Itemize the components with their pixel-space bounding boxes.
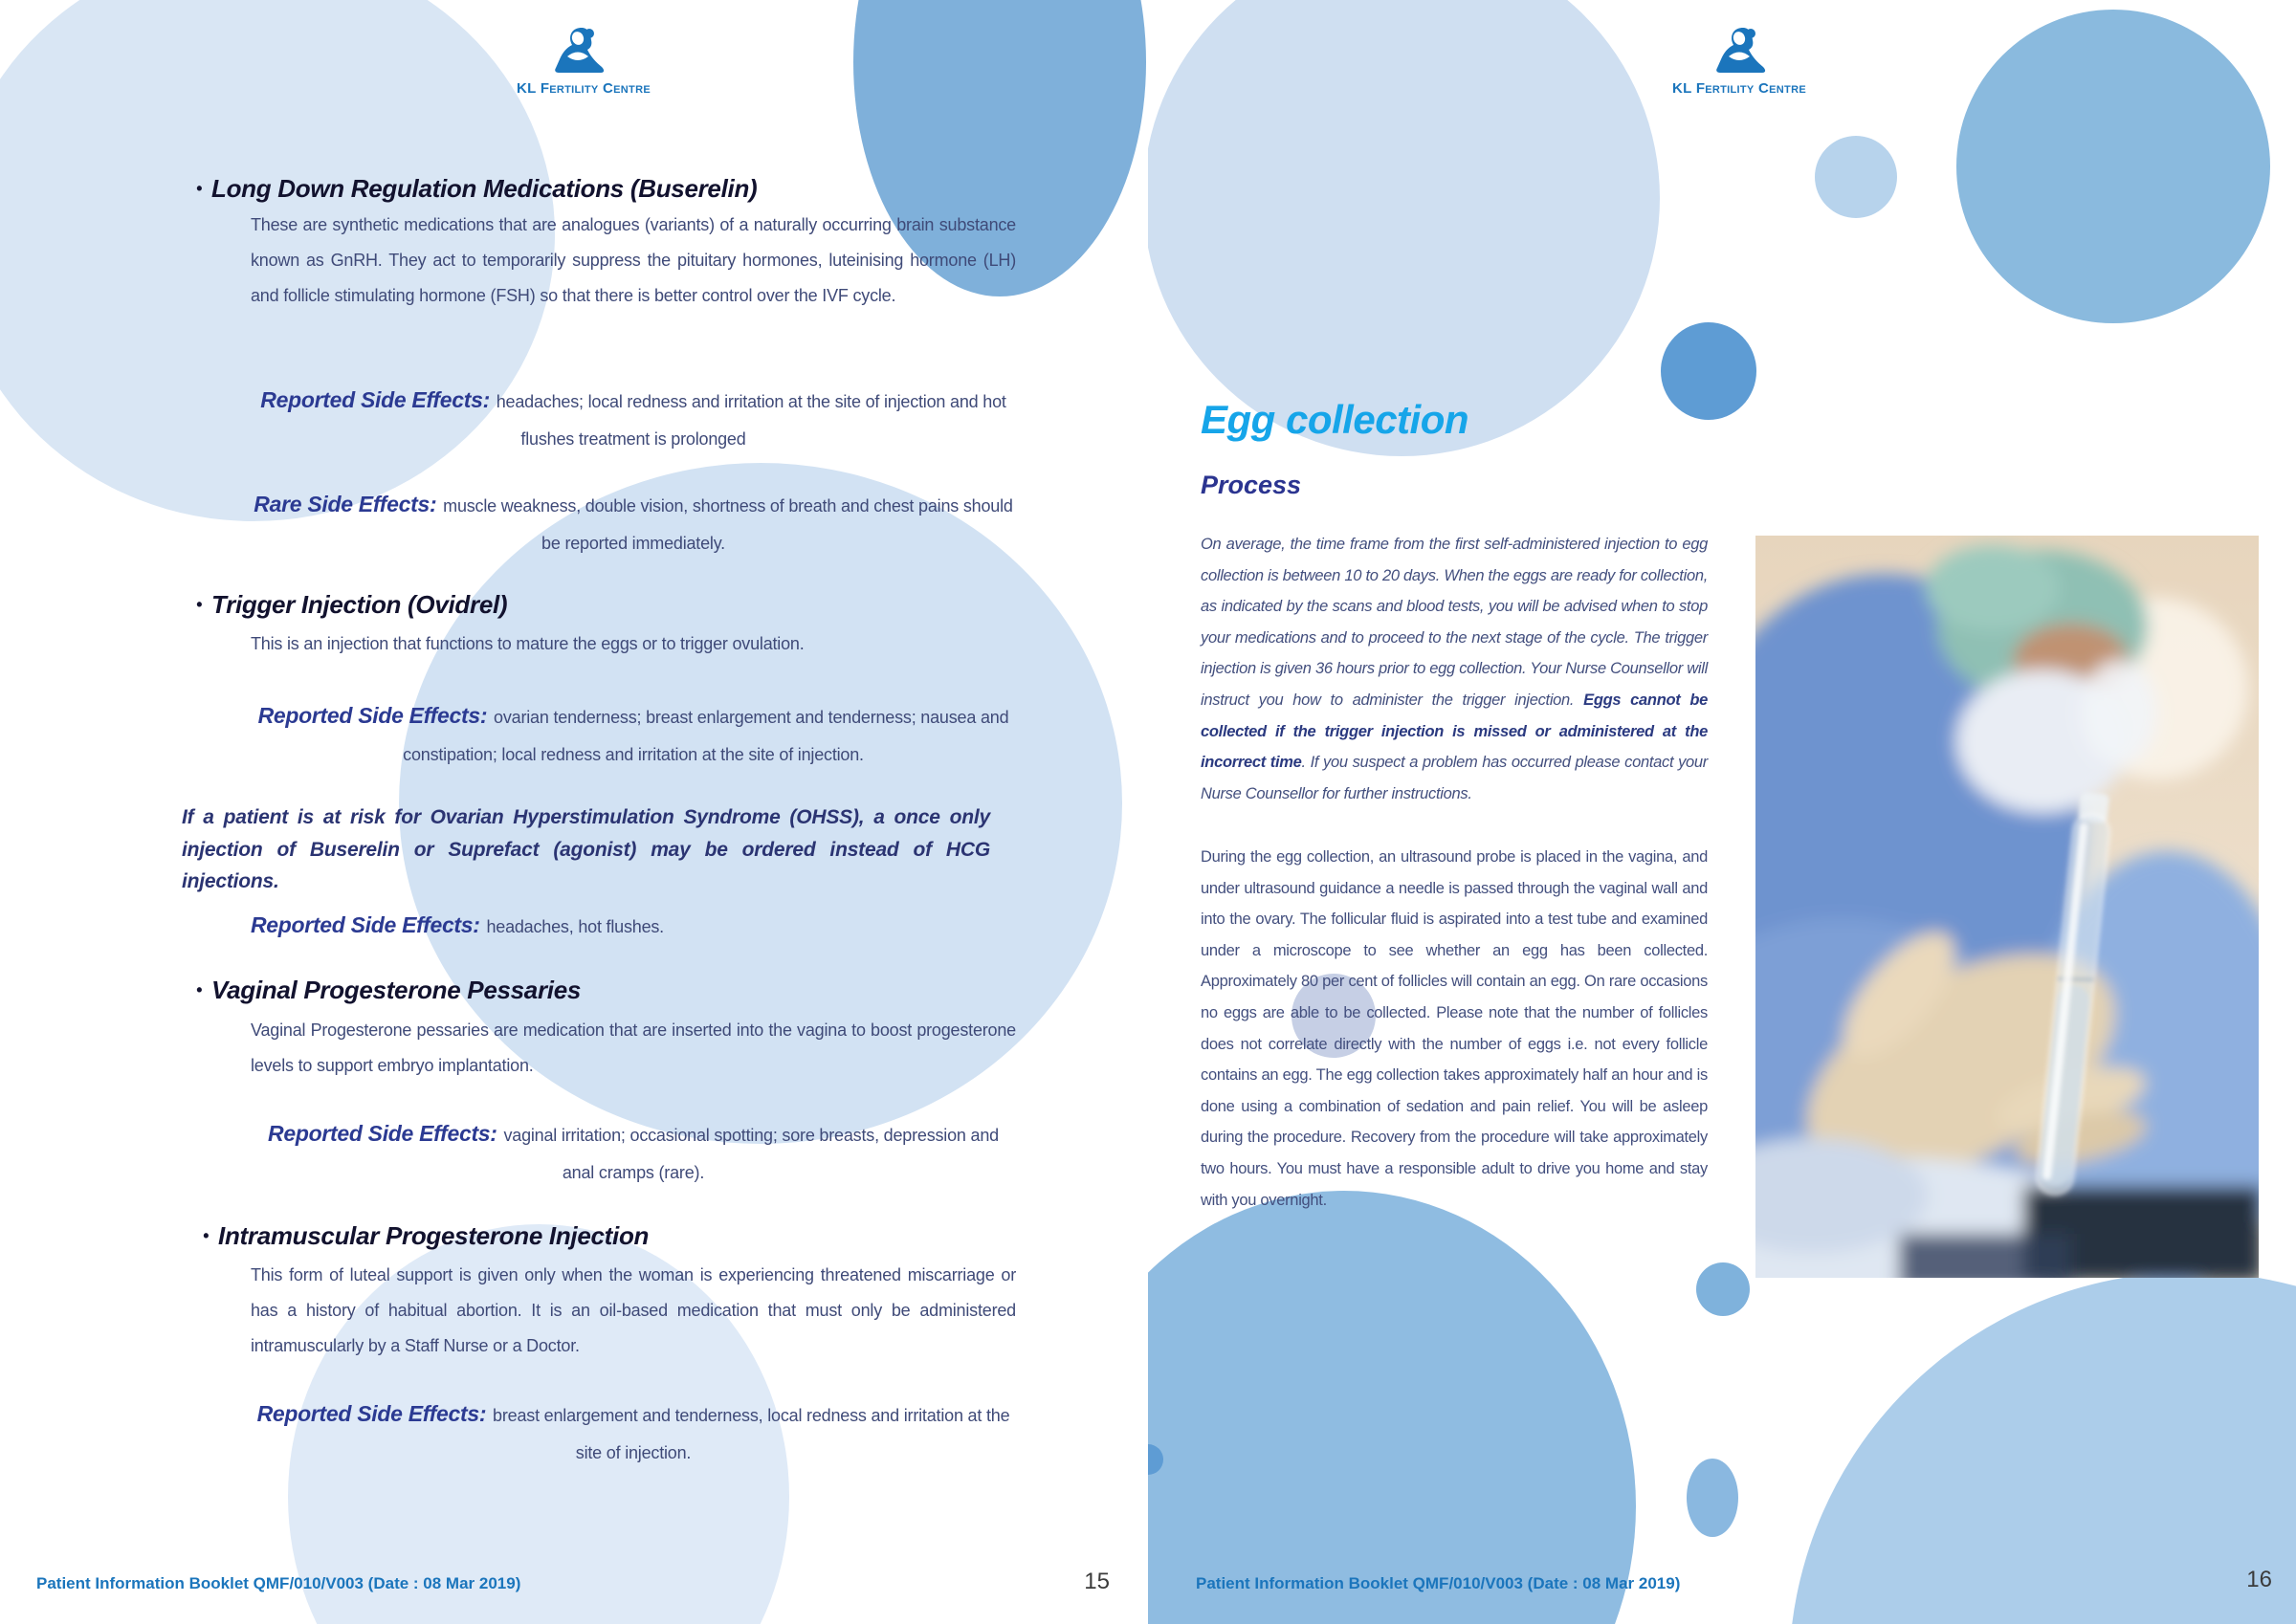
reported-side-effects-label: Reported Side Effects:	[257, 703, 488, 728]
kl-fertility-logo-text: KL Fertility Centre	[1672, 80, 1806, 97]
bullet-icon: •	[196, 595, 203, 614]
reported-side-effects-label: Reported Side Effects:	[260, 387, 490, 412]
process-paragraph-part2: . If you suspect a problem has occurred please contact your Nurse Counsellor for further instructions.	[1201, 754, 1708, 802]
page-right	[1148, 0, 2296, 1624]
heading-trigger-injection	[196, 590, 507, 620]
heading-pessaries-label: Vaginal Progesterone Pessaries	[211, 976, 582, 1004]
bullet-icon: •	[196, 980, 203, 999]
page-number: 16	[2246, 1567, 2272, 1592]
rare-side-effects-label: Rare Side Effects:	[254, 492, 437, 516]
footer-booklet-reference: Patient Information Booklet QMF/010/V003 (Date : 08 Mar 2019)	[36, 1574, 521, 1592]
paragraph-buserelin: These are synthetic medications that are analogues (variants) of a naturally occurring brain substance known as GnRH. They act to temporarily suppress the pituitary hormones, luteinising hormone (LH) and follicle stimulating hormone (FSH) so that there is better control over the IVF cycle.	[251, 215, 1016, 305]
collection-paragraph: During the egg collection, an ultrasound probe is placed in the vagina, and under ultrasound guidance a needle is passed through the vaginal wall and into the ovary. The follicular fluid is aspirated into a test tube and examined under a microscope to see whether an egg has been collected. Approximately 80 per cent of follicles will contain an egg. On rare occasions no eggs are able to be collected. Please note that the number of follicles does not correlate directly with the number of eggs i.e. not every follicle contains an egg. The egg collection takes approximately half an hour and is done using a combination of sedation and pain relief. You will be asleep during the procedure. Recovery from the procedure will take approximately two hours. You must have a responsible adult to drive you home and stay with you overnight.	[1201, 848, 1708, 1209]
egg-collection-photo	[1755, 536, 2259, 1278]
process-paragraph-part1: On average, the time frame from the first self-administered injection to egg collection is between 10 to 20 days. When the eggs are ready for collection, as indicated by the scans and blood tests, you will be advised when to stop your medications and to proceed to the next stage of the cycle. The trigger injection is given 36 hours prior to egg collection. Your Nurse Counsellor will instruct you how to administer the trigger injection.	[1201, 536, 1708, 709]
reported-side-effects-buserelin	[251, 383, 1016, 458]
reported-side-effects-text: headaches; local redness and irritation at the site of injection and hot flushes treatment is prolonged	[491, 392, 1006, 449]
paragraph-pessaries: Vaginal Progesterone pessaries are medication that are inserted into the vagina to boost progesterone levels to support embryo implantation.	[251, 1020, 1016, 1075]
section-subtitle-process: Process	[1201, 471, 1302, 499]
process-paragraph	[1201, 529, 1708, 809]
reported-side-effects-label: Reported Side Effects:	[251, 912, 480, 937]
egg-collection-photo-image	[1755, 536, 2259, 1278]
heading-intramuscular-label: Intramuscular Progesterone Injection	[218, 1221, 650, 1250]
paragraph-intramuscular: This form of luteal support is given only when the woman is experiencing threatened miscarriage or has a history of habitual abortion. It is an oil-based medication that must only be administered intramuscularly by a Staff Nurse or a Doctor.	[251, 1265, 1016, 1355]
footer-booklet-reference: Patient Information Booklet QMF/010/V003 (Date : 08 Mar 2019)	[1196, 1574, 1681, 1592]
decorative-circle	[1661, 322, 1756, 420]
reported-side-effects-label: Reported Side Effects:	[256, 1401, 487, 1426]
process-paragraph-warning: Eggs cannot be collected if the trigger injection is missed or administered at the incorrect time	[1201, 691, 1708, 772]
reported-side-effects-ohss	[251, 908, 1016, 947]
rare-side-effects-text: muscle weakness, double vision, shortness of breath and chest pains should be reported immediately.	[438, 496, 1013, 553]
decorative-circle	[1687, 1459, 1738, 1537]
page-title-egg-collection: Egg collection	[1201, 397, 1469, 442]
reported-side-effects-text: ovarian tenderness; breast enlargement and tenderness; nausea and constipation; local redness and irritation at the site of injection.	[403, 708, 1009, 764]
kl-fertility-logo-icon	[553, 25, 607, 75]
reported-side-effects-intramuscular	[251, 1396, 1016, 1472]
bullet-icon: •	[196, 179, 203, 198]
ohss-warning-note: If a patient is at risk for Ovarian Hyperstimulation Syndrome (OHSS), a once only injection of Buserelin or Suprefact (agonist) may be ordered instead of HCG injections.	[182, 806, 990, 892]
reported-side-effects-text: vaginal irritation; occasional spotting; sore breasts, depression and anal cramps (rare).	[498, 1126, 999, 1182]
kl-fertility-logo-text: KL Fertility Centre	[517, 80, 651, 97]
heading-trigger-injection-label: Trigger Injection (Ovidrel)	[211, 590, 508, 619]
heading-buserelin-label: Long Down Regulation Medications (Buserelin)	[211, 174, 758, 203]
decorative-circle	[1956, 10, 2270, 323]
rare-side-effects-buserelin	[251, 487, 1016, 562]
heading-intramuscular	[203, 1221, 649, 1251]
heading-buserelin	[196, 174, 757, 204]
decorative-circle	[1148, 0, 1660, 456]
paragraph-trigger-injection: This is an injection that functions to mature the eggs or to trigger ovulation.	[251, 634, 805, 653]
reported-side-effects-label: Reported Side Effects:	[268, 1121, 497, 1146]
reported-side-effects-pessaries	[251, 1116, 1016, 1192]
reported-side-effects-text: breast enlargement and tenderness, local redness and irritation at the site of injection.	[488, 1406, 1010, 1462]
reported-side-effects-text: headaches, hot flushes.	[481, 917, 664, 936]
page-number: 15	[1084, 1569, 1110, 1594]
kl-fertility-logo-icon	[1714, 25, 1768, 75]
decorative-circle	[1815, 136, 1897, 218]
decorative-circle	[1148, 1191, 1636, 1624]
reported-side-effects-trigger	[251, 698, 1016, 774]
decorative-circle	[1696, 1262, 1750, 1316]
bullet-icon: •	[203, 1226, 210, 1245]
heading-pessaries	[196, 976, 581, 1005]
